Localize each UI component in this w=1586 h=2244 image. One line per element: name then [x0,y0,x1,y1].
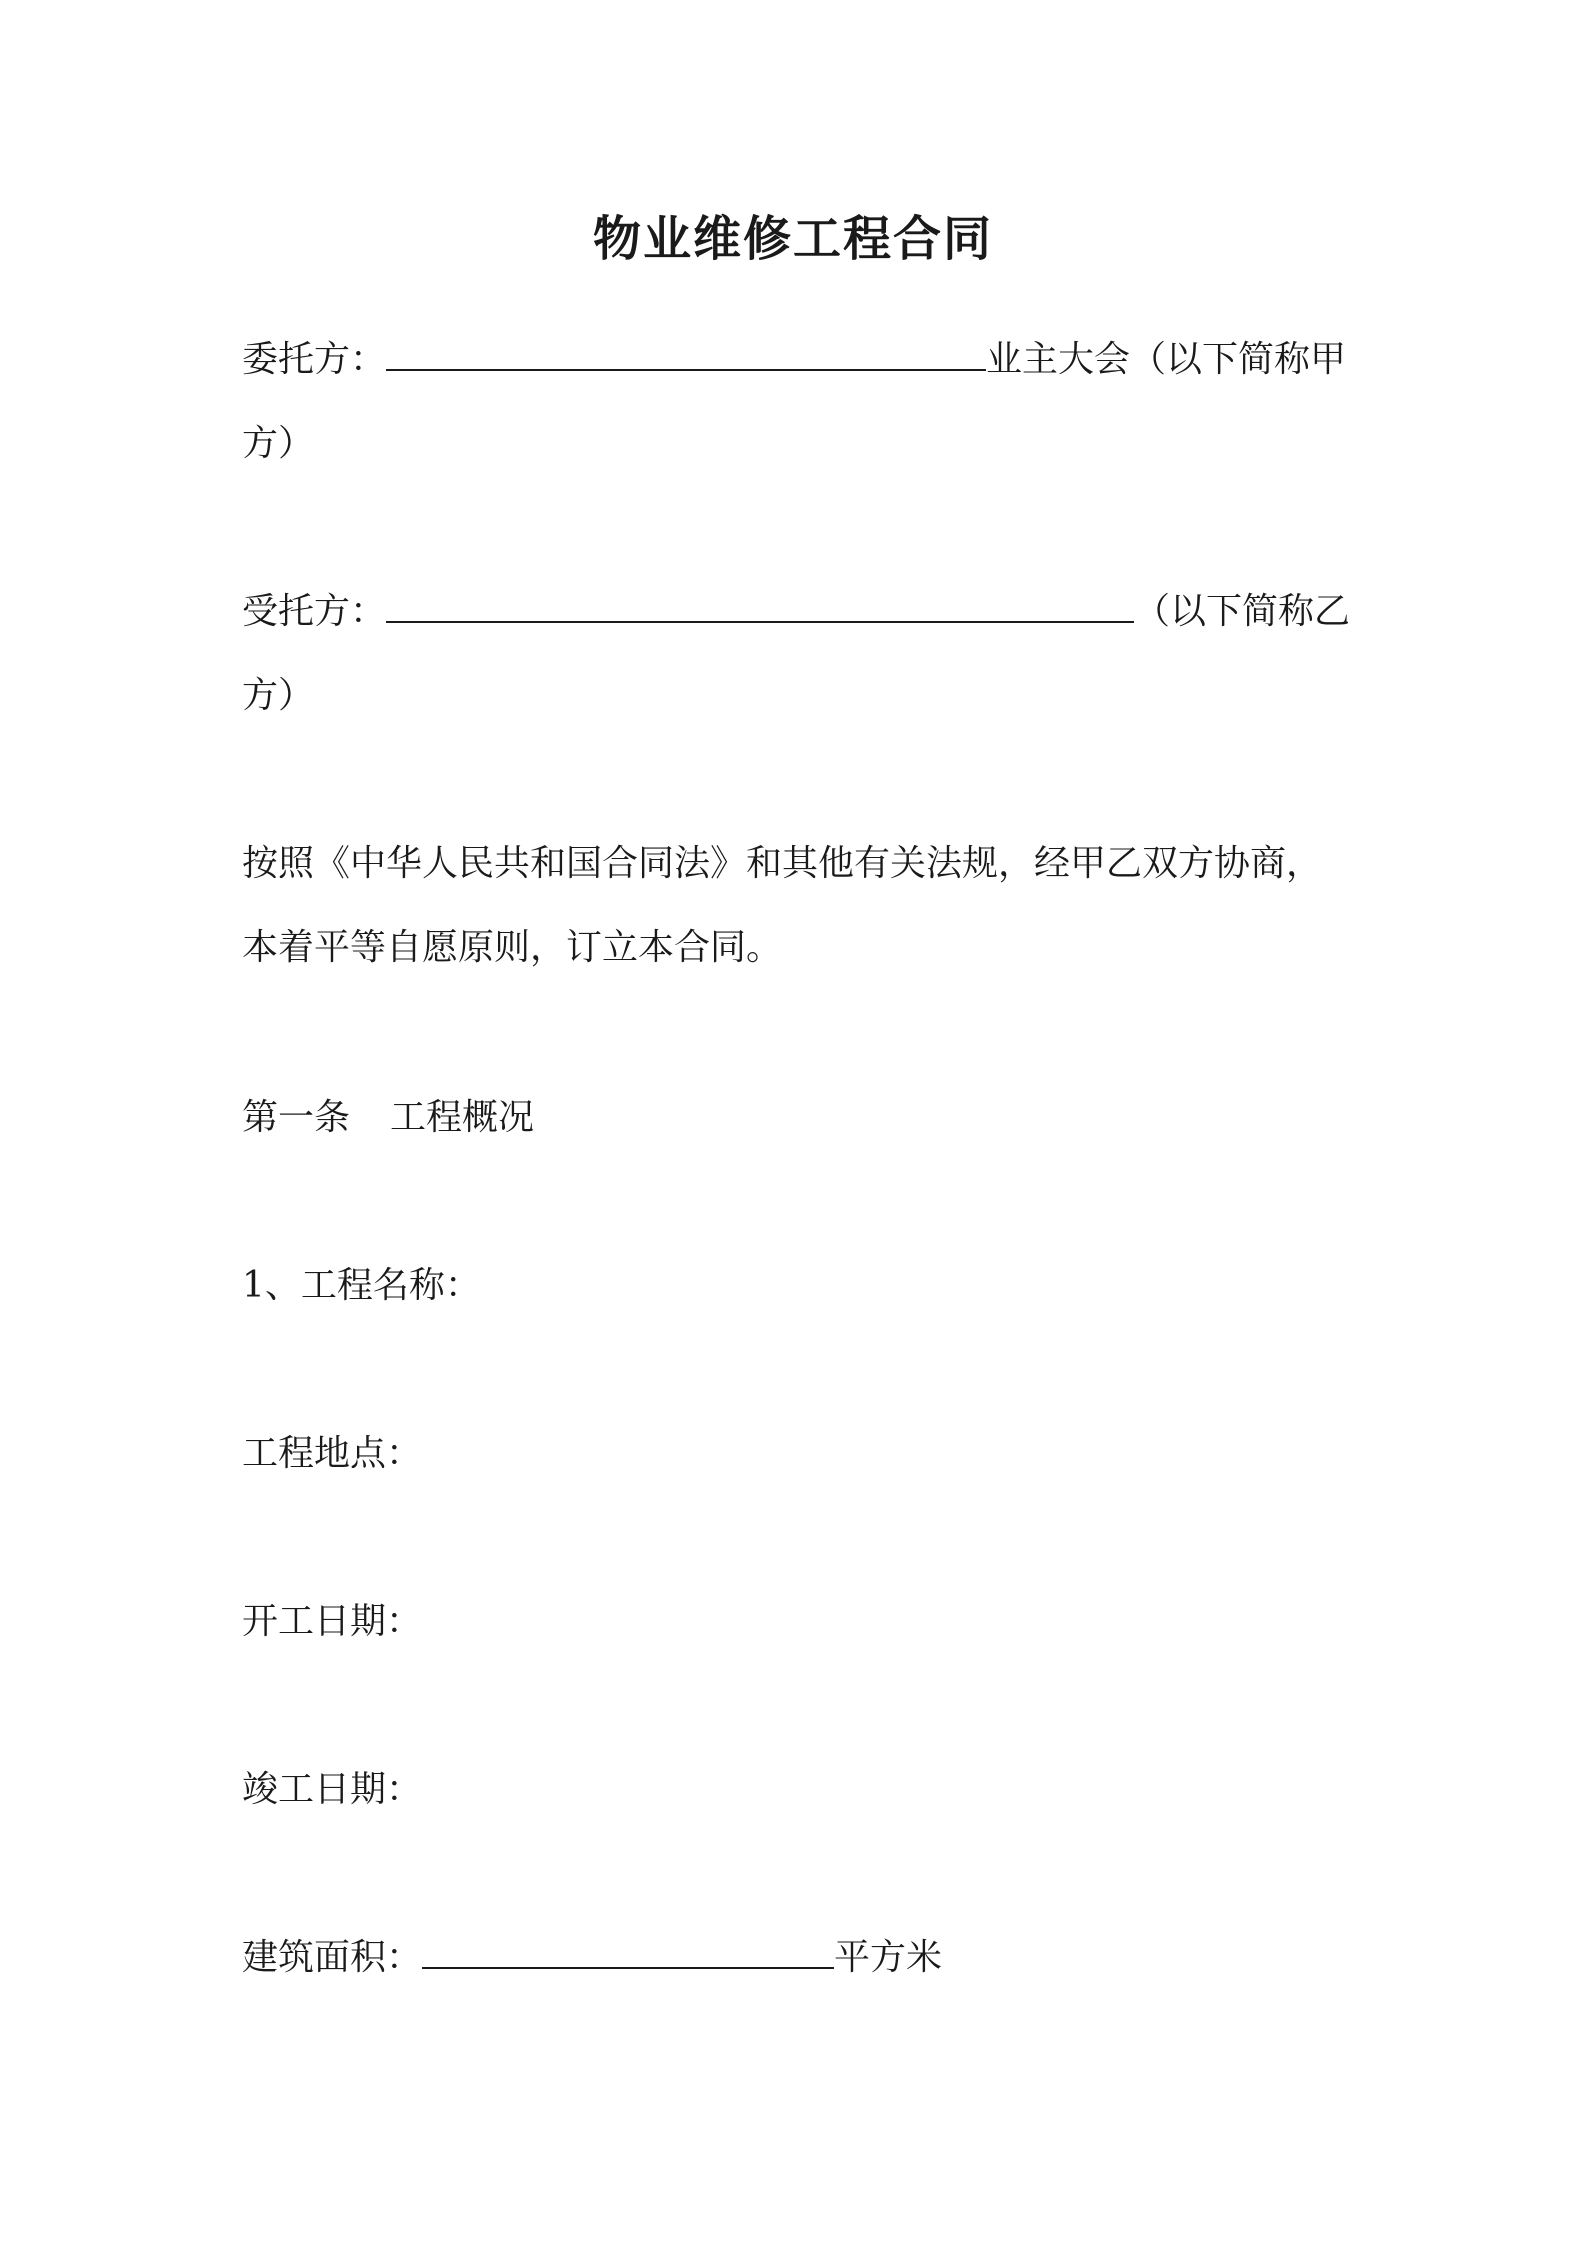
field-project-name: 1、工程名称： [242,1265,481,1306]
party-b-label: 受托方： [242,591,387,632]
party-a-blank [386,339,986,371]
preamble-line-1: 按照《中华人民共和国合同法》和其他有关法规，经甲乙双方协商， [242,843,1323,884]
building-area-blank [422,1937,834,1969]
article-1-number: 第一条 [242,1097,351,1138]
party-b-line [242,590,1350,634]
party-b-blank [386,591,1134,623]
party-a-line [242,338,1346,382]
party-b-suffix: （以下简称乙 [1134,591,1351,632]
field-building-area [242,1936,942,1980]
field-completion-date: 竣工日期： [242,1769,423,1810]
building-area-label: 建筑面积： [242,1937,423,1978]
preamble-line-2: 本着平等自愿原则，订立本合同。 [242,927,783,968]
building-area-unit: 平方米 [834,1937,943,1978]
article-1-title: 工程概况 [390,1097,535,1138]
article-1-heading [242,1096,534,1140]
field-project-location: 工程地点： [242,1433,423,1474]
party-a-suffix: 业主大会（以下简称甲 [986,339,1347,380]
party-b-continuation: 方） [242,675,315,716]
field-start-date: 开工日期： [242,1601,423,1642]
document-title: 物业维修工程合同 [592,211,993,267]
party-a-continuation: 方） [242,423,315,464]
party-a-label: 委托方： [242,339,387,380]
